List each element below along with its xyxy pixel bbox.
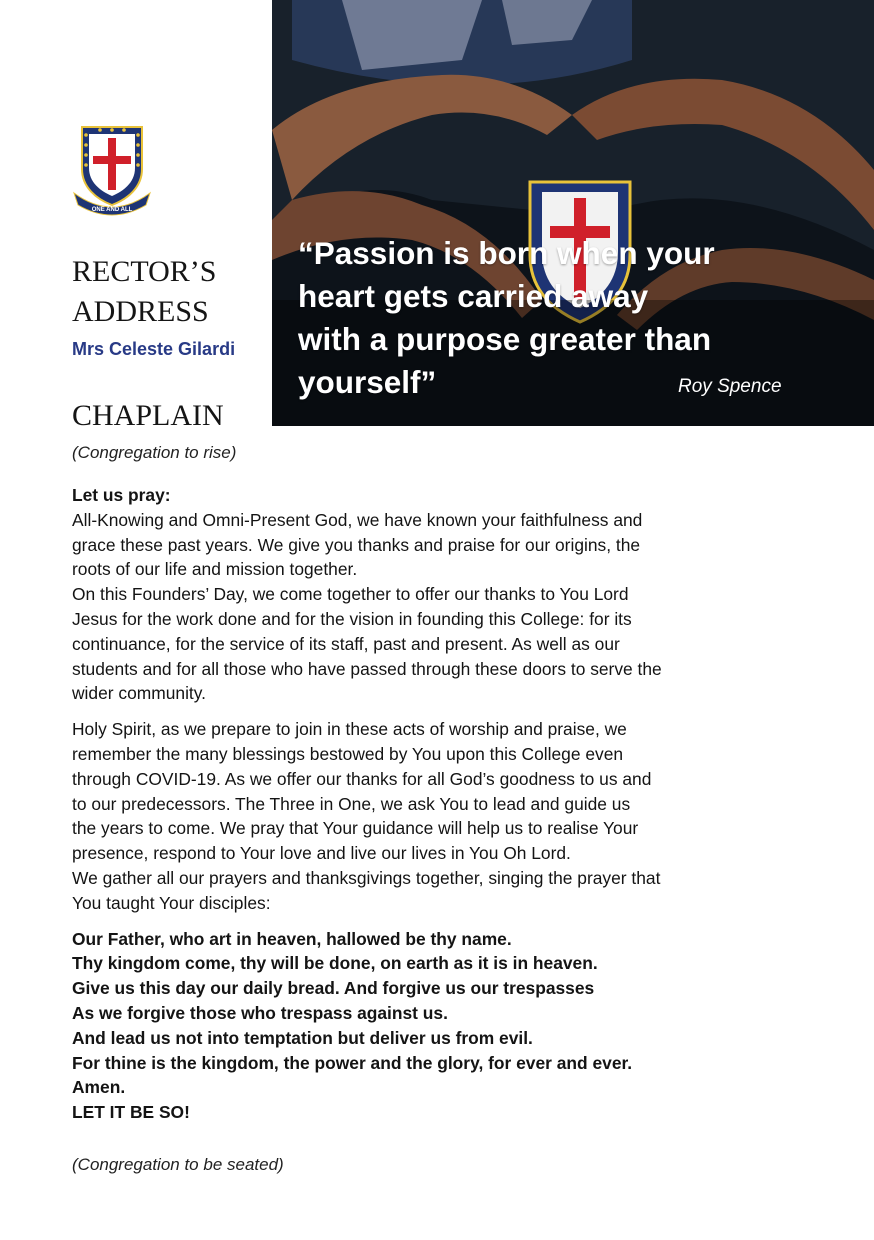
lords-prayer-line: Give us this day our daily bread. And forgive us our trespasses [72,978,595,999]
lords-prayer-line: Thy kingdom come, thy will be done, on earth as it is in heaven. [72,953,598,974]
rectors-address-heading [72,252,216,332]
let-us-pray-label: Let us pray: [72,485,171,505]
congregation-rise-note: (Congregation to rise) [72,443,237,462]
paragraph-line: On this Founders’ Day, we come together to offer our thanks to You Lord [72,584,629,605]
let-it-be-so-closing: LET IT BE SO! [72,1102,190,1123]
paragraph-line: Holy Spirit, as we prepare to join in these acts of worship and praise, we [72,719,627,740]
prayer-paragraph-2 [72,717,812,915]
lords-prayer-line: For thine is the kingdom, the power and the glory, for ever and ever. [72,1052,633,1073]
quote-author: Roy Spence [678,376,782,397]
paragraph-line: to our predecessors. The Three in One, we ask You to lead and guide us [72,793,631,814]
paragraph-line: the years to come. We pray that Your guidance will help us to realise Your [72,818,639,839]
paragraph-line: presence, respond to Your love and live our lives in You Oh Lord. [72,843,571,864]
prayer-body [72,483,812,1125]
lords-prayer-line: As we forgive those who trespass against us. [72,1002,448,1023]
paragraph-line: grace these past years. We give you thanks and praise for our origins, the [72,534,641,555]
crest-shield-icon [72,125,152,217]
quote-line: heart gets carried away [298,278,649,314]
paragraph-line: You taught Your disciples: [72,892,271,913]
crest-motto: ONE AND ALL [91,207,133,213]
quote-line: yourself” [298,364,437,400]
paragraph-line: We gather all our prayers and thanksgivings together, singing the prayer that [72,867,661,888]
paragraph-line: students and for all those who have passed through these doors to serve the [72,658,662,679]
heading-line: ADDRESS [72,295,209,328]
congregation-seated-note: (Congregation to be seated) [72,1155,284,1174]
banner-photo [272,0,874,426]
paragraph-line: wider community. [72,683,207,704]
lords-prayer [72,927,812,1101]
paragraph-line: continuance, for the service of its staff, past and present. As well as our [72,633,620,654]
paragraph-line: remember the many blessings bestowed by You upon this College even [72,743,624,764]
quote-line: with a purpose greater than [298,321,712,357]
lords-prayer-line: Amen. [72,1077,126,1098]
lords-prayer-line: And lead us not into temptation but deliver us from evil. [72,1027,533,1048]
lords-prayer-line: Our Father, who art in heaven, hallowed be thy name. [72,928,512,949]
chaplain-heading: CHAPLAIN [72,399,224,432]
paragraph-line: Jesus for the work done and for the vision in founding this College: for its [72,608,632,629]
paragraph-line: roots of our life and mission together. [72,559,358,580]
prayer-paragraph-1 [72,508,812,706]
school-crest-logo [72,125,152,217]
paragraph-line: through COVID-19. As we offer our thanks for all God’s goodness to us and [72,768,652,789]
heading-line: RECTOR’S [72,255,217,288]
rector-name: Mrs Celeste Gilardi [72,339,236,359]
quote-line: “Passion is born when your [298,235,715,271]
paragraph-line: All-Knowing and Omni-Present God, we have known your faithfulness and [72,509,643,530]
